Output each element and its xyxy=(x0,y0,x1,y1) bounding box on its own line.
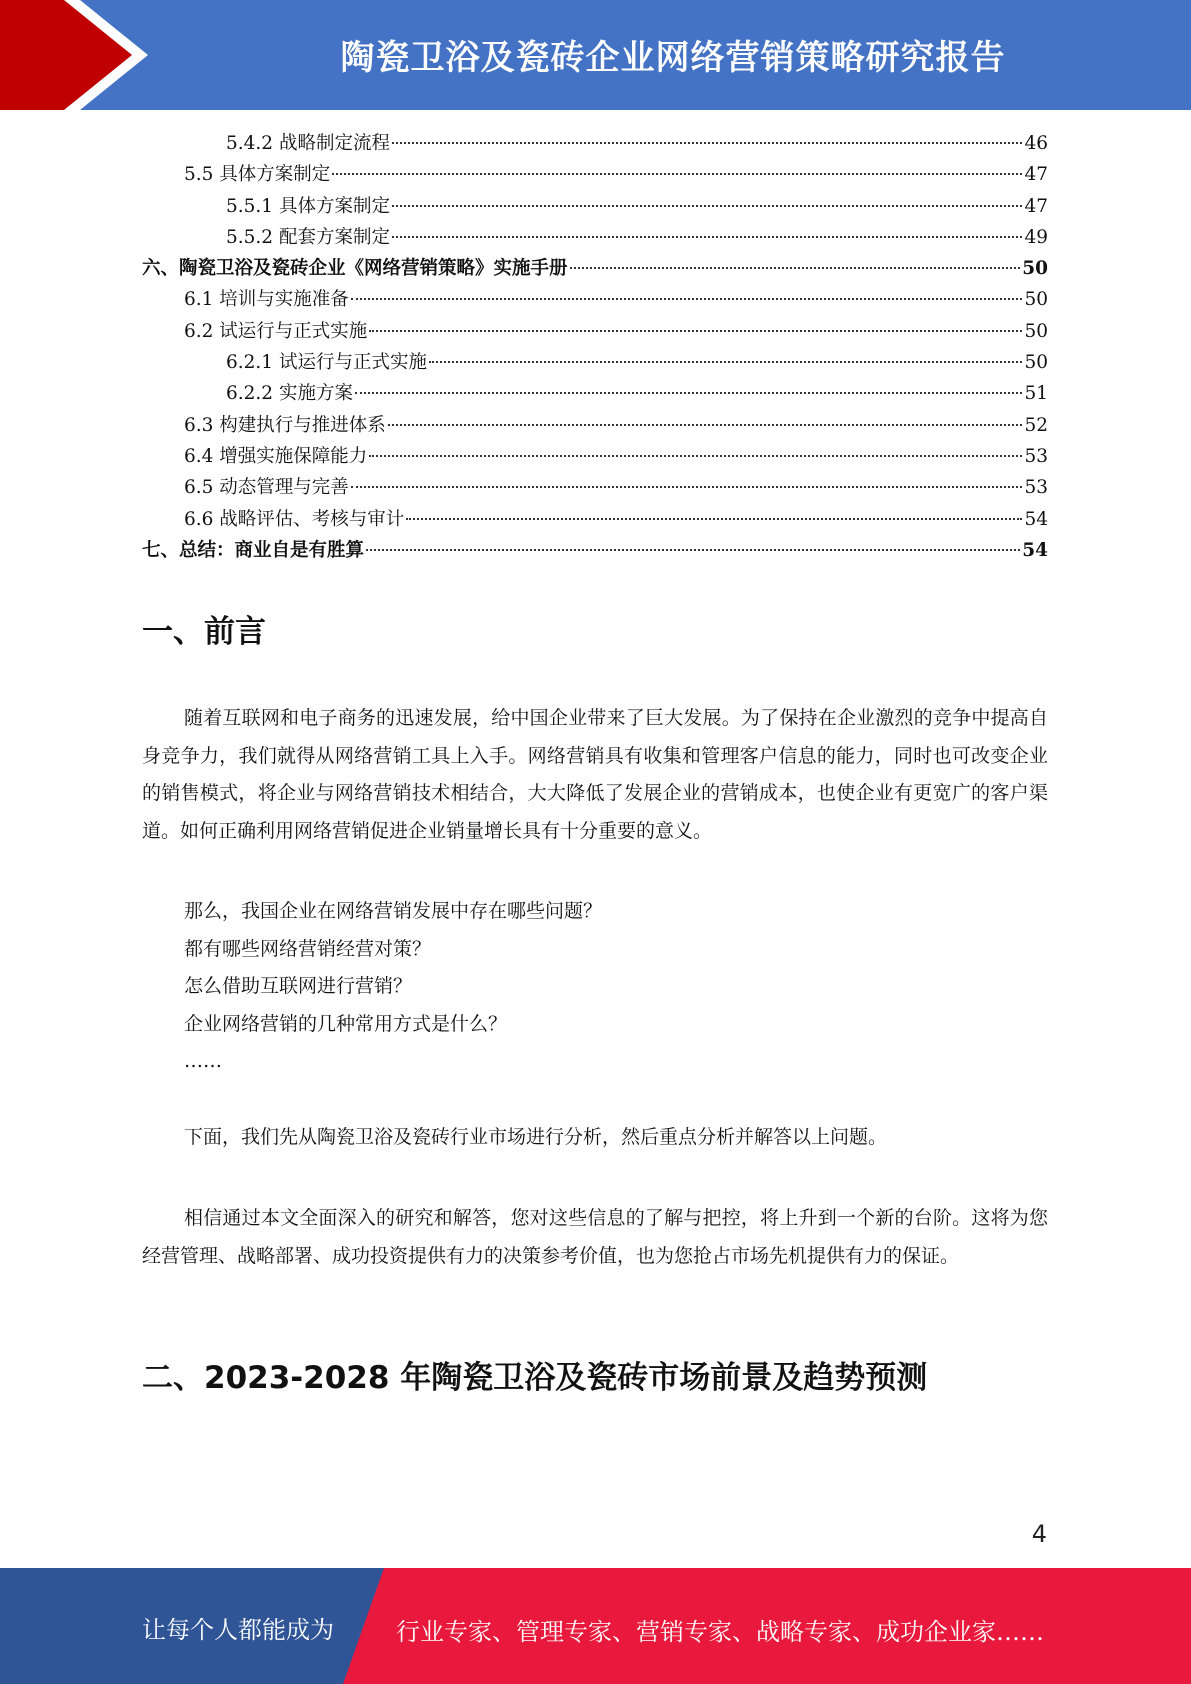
question-item: 企业网络营销的几种常用方式是什么？ xyxy=(184,1012,508,1035)
toc-entry[interactable] xyxy=(142,535,1048,566)
toc-entry-page: 54 xyxy=(1024,508,1048,530)
toc-entry-page: 47 xyxy=(1024,164,1048,186)
toc-dot-leader xyxy=(355,392,1023,394)
toc-entry[interactable] xyxy=(142,316,1048,347)
toc-entry-page: 46 xyxy=(1024,133,1048,154)
toc-entry-label: 5.5 具体方案制定 xyxy=(184,164,331,186)
header-title: 陶瓷卫浴及瓷砖企业网络营销策略研究报告 xyxy=(340,38,1006,78)
toc-entry[interactable] xyxy=(142,472,1048,503)
toc-dot-leader xyxy=(406,518,1022,520)
section-heading-forecast: 二、2023-2028 年陶瓷卫浴及瓷砖市场前景及趋势预测 xyxy=(142,1360,928,1396)
footer-slogan-left: 让每个人都能成为 xyxy=(142,1616,334,1644)
toc-entry[interactable] xyxy=(142,253,1048,284)
toc-entry-label: 6.3 构建执行与推进体系 xyxy=(184,414,386,436)
toc-dot-leader xyxy=(388,424,1023,426)
toc-entry-page: 50 xyxy=(1024,320,1048,342)
toc-entry-page: 50 xyxy=(1022,258,1048,280)
toc-entry[interactable] xyxy=(142,191,1048,222)
toc-entry-label: 6.2.2 实施方案 xyxy=(226,383,353,405)
footer-slogan-right: 行业专家、管理专家、营销专家、战略专家、成功企业家…… xyxy=(396,1618,1044,1646)
toc-entry-label: 5.5.2 配套方案制定 xyxy=(226,226,390,248)
page-footer xyxy=(0,1568,1191,1684)
page-number: 4 xyxy=(1031,1520,1047,1548)
intro-paragraph: 随着互联网和电子商务的迅速发展，给中国企业带来了巨大发展。为了保持在企业激烈的竞争中提高自身竞争力，我们就得从网络营销工具上入手。网络营销具有收集和管理客户信息的能力，同时也可改变企业的销售模式，将企业与网络营销技术相结合，大大降低了发展企业的营销成本，也使企业有更宽广的客户渠道。如何正确利用网络营销促进企业销量增长具有十分重要的意义。 xyxy=(142,707,1048,842)
toc-dot-leader xyxy=(366,549,1020,551)
table-of-contents xyxy=(142,128,1048,566)
toc-entry-page: 47 xyxy=(1024,195,1048,217)
toc-entry-page: 52 xyxy=(1024,414,1048,436)
toc-dot-leader xyxy=(392,142,1022,144)
toc-entry-label: 6.6 战略评估、考核与审计 xyxy=(184,508,405,530)
toc-entry-page: 53 xyxy=(1024,445,1048,467)
toc-dot-leader xyxy=(392,236,1022,238)
toc-entry-page: 54 xyxy=(1022,539,1048,561)
red-chevron-decoration xyxy=(0,0,160,110)
toc-dot-leader xyxy=(429,361,1022,363)
toc-dot-leader xyxy=(369,455,1022,457)
toc-entry-label: 6.1 培训与实施准备 xyxy=(184,289,349,311)
toc-entry-label: 5.4.2 战略制定流程 xyxy=(226,133,390,154)
toc-entry[interactable] xyxy=(142,441,1048,472)
toc-entry-label: 6.5 动态管理与完善 xyxy=(184,477,349,499)
toc-entry[interactable] xyxy=(142,284,1048,315)
toc-entry-label: 6.2.1 试运行与正式实施 xyxy=(226,352,427,374)
toc-entry-page: 49 xyxy=(1024,226,1048,248)
toc-entry-page: 50 xyxy=(1024,289,1048,311)
toc-dot-leader xyxy=(351,298,1023,300)
page-header xyxy=(0,0,1191,110)
toc-entry-page: 50 xyxy=(1024,352,1048,374)
question-item-ellipsis: …… xyxy=(184,1050,222,1072)
question-item: 都有哪些网络营销经营对策？ xyxy=(184,937,432,960)
toc-entry-page: 53 xyxy=(1024,477,1048,499)
toc-dot-leader xyxy=(332,173,1022,175)
toc-entry-page: 51 xyxy=(1024,383,1048,405)
next-paragraph: 下面，我们先从陶瓷卫浴及瓷砖行业市场进行分析，然后重点分析并解答以上问题。 xyxy=(184,1126,888,1148)
question-item: 怎么借助互联网进行营销？ xyxy=(184,975,413,997)
toc-entry-label: 6.4 增强实施保障能力 xyxy=(184,445,368,467)
toc-entry[interactable] xyxy=(142,347,1048,378)
toc-entry[interactable] xyxy=(142,410,1048,441)
toc-dot-leader xyxy=(392,205,1022,207)
closing-paragraph: 相信通过本文全面深入的研究和解答，您对这些信息的了解与把控，将上升到一个新的台阶。这将为您经营管理、战略部署、成功投资提供有力的决策参考价值，也为您抢占市场先机提供有力的保证。 xyxy=(142,1207,1048,1267)
toc-entry-label: 6.2 试运行与正式实施 xyxy=(184,320,368,342)
toc-entry[interactable] xyxy=(142,504,1048,535)
toc-dot-leader xyxy=(351,486,1023,488)
question-item: 那么，我国企业在网络营销发展中存在哪些问题？ xyxy=(184,900,603,922)
toc-entry-label: 六、陶瓷卫浴及瓷砖企业《网络营销策略》实施手册 xyxy=(142,258,568,280)
section-heading-preface: 一、前言 xyxy=(142,614,266,650)
question-list xyxy=(184,893,602,1081)
toc-entry[interactable] xyxy=(142,222,1048,253)
toc-entry[interactable] xyxy=(142,378,1048,409)
toc-entry[interactable] xyxy=(142,128,1048,159)
toc-entry[interactable] xyxy=(142,159,1048,190)
toc-entry-label: 七、总结：商业自是有胜算 xyxy=(142,539,365,561)
toc-dot-leader xyxy=(369,330,1022,332)
toc-dot-leader xyxy=(570,267,1021,269)
toc-entry-label: 5.5.1 具体方案制定 xyxy=(226,195,390,217)
